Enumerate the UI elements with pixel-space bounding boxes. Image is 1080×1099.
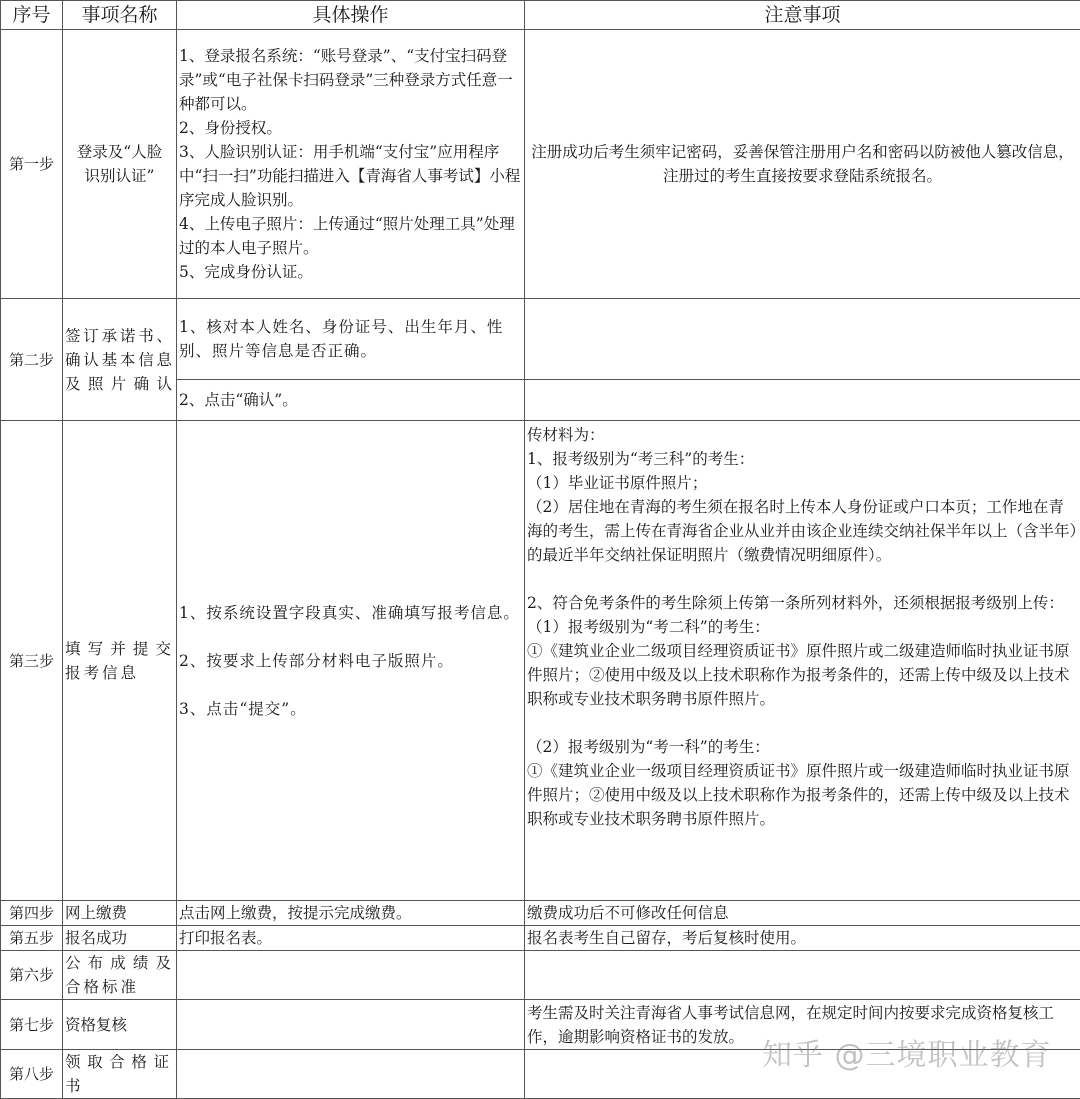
item-name: 登录及“人脸识别认证”	[63, 30, 177, 299]
notes-cell	[525, 951, 1080, 1000]
operation-line: 4、上传电子照片：上传通过“照片处理工具”处理过的本人电子照片。	[179, 212, 522, 260]
operation-line: 点击网上缴费，按提示完成缴费。	[177, 901, 525, 926]
operations-cell	[177, 421, 525, 901]
operation-line: 1、登录报名系统：“账号登录”、“支付宝扫码登录”或“电子社保卡扫码登录”三种登录方式任意一种都可以。	[179, 44, 522, 116]
table-row-step-6	[1, 951, 1080, 1000]
step-label: 第八步	[1, 1050, 63, 1099]
table-row-step-3	[1, 421, 1080, 901]
operation-line: 1、按系统设置字段真实、准确填写报考信息。	[179, 601, 522, 625]
operation-line: 3、人脸识别认证：用手机端“支付宝”应用程序中“扫一扫”功能扫描进入【青海省人事考试】小程序完成人脸识别。	[179, 140, 522, 212]
table-row-step-2	[1, 299, 1080, 380]
note-line: 1、报考级别为“考三科”的考生：	[527, 447, 1078, 471]
note-line: 2、符合免考条件的考生除须上传第一条所列材料外，还须根据报考级别上传：	[527, 591, 1078, 615]
notes-cell	[525, 299, 1080, 380]
header-item-name: 事项名称	[63, 1, 177, 30]
note-line: （2）报考级别为“考一科”的考生：	[527, 735, 1078, 759]
table-row-step-8	[1, 1050, 1080, 1099]
notes-cell: 考生需及时关注青海省人事考试信息网，在规定时间内按要求完成资格复核工作，逾期影响资格证书的发放。	[525, 1000, 1080, 1050]
step-label: 第六步	[1, 951, 63, 1000]
notes-cell: 报名表考生自己留存，考后复核时使用。	[525, 926, 1080, 951]
operation-line: 2、点击“确认”。	[177, 380, 525, 421]
item-name: 网上缴费	[63, 901, 177, 926]
step-label: 第四步	[1, 901, 63, 926]
operation-line: 1、核对本人姓名、身份证号、出生年月、性别、照片等信息是否正确。	[177, 299, 525, 380]
operation-line: 打印报名表。	[177, 926, 525, 951]
table-row-step-7	[1, 1000, 1080, 1050]
table-row-step-5	[1, 926, 1080, 951]
note-line: （1）报考级别为“考二科”的考生：	[527, 615, 1078, 639]
spacer	[527, 567, 1078, 591]
note-line: ①《建筑业企业二级项目经理资质证书》原件照片或二级建造师临时执业证书原件照片；②使用中级及以上技术职称作为报考条件的，还需上传中级及以上技术职称或专业技术职务聘书原件照片。	[527, 639, 1078, 711]
notes-cell	[525, 1050, 1080, 1099]
header-operations: 具体操作	[177, 1, 525, 30]
operation-line	[177, 1000, 525, 1050]
spacer	[179, 625, 522, 649]
table-row-step-1	[1, 30, 1080, 299]
operation-line: 2、身份授权。	[179, 116, 522, 140]
operation-line: 3、点击“提交”。	[179, 697, 522, 721]
operation-line: 5、完成身份认证。	[179, 260, 522, 284]
step-label: 第二步	[1, 299, 63, 421]
item-name: 报名成功	[63, 926, 177, 951]
operation-line	[177, 951, 525, 1000]
note-line: （2）居住地在青海的考生须在报名时上传本人身份证或户口本页；工作地在青海的考生，需上传在青海省企业从业并由该企业连续交纳社保半年以上（含半年）的最近半年交纳社保证明照片（缴费情况明细原件）。	[527, 495, 1078, 567]
header-step-number: 序号	[1, 1, 63, 30]
note-line: ①《建筑业企业一级项目经理资质证书》原件照片或一级建造师临时执业证书原件照片；②使用中级及以上技术职称作为报考条件的，还需上传中级及以上技术职称或专业技术职务聘书原件照片。	[527, 759, 1078, 831]
notes-cell-empty	[525, 380, 1080, 421]
item-name: 领取合格证书	[63, 1050, 177, 1099]
item-name: 填写并提交报考信息	[63, 421, 177, 901]
operations-cell	[177, 30, 525, 299]
spacer	[179, 673, 522, 697]
table-row-step-4	[1, 901, 1080, 926]
notes-cell: 注册成功后考生须牢记密码，妥善保管注册用户名和密码以防被他人篡改信息，注册过的考生直接按要求登陆系统报名。	[525, 30, 1080, 299]
watermark: 知乎 @三境职业教育	[762, 1030, 1052, 1074]
item-name: 签订承诺书、确认基本信息及照片确认	[63, 299, 177, 421]
step-label: 第三步	[1, 421, 63, 901]
operation-line	[177, 1050, 525, 1099]
header-notes: 注意事项	[525, 1, 1080, 30]
header-row	[1, 1, 1080, 30]
spacer	[527, 711, 1078, 735]
item-name: 公布成绩及合格标准	[63, 951, 177, 1000]
item-name: 资格复核	[63, 1000, 177, 1050]
step-label: 第五步	[1, 926, 63, 951]
notes-cell: 缴费成功后不可修改任何信息	[525, 901, 1080, 926]
operation-line: 2、按要求上传部分材料电子版照片。	[179, 649, 522, 673]
step-label: 第七步	[1, 1000, 63, 1050]
step-label: 第一步	[1, 30, 63, 299]
note-line: 传材料为：	[527, 423, 1078, 447]
notes-cell	[525, 421, 1080, 901]
note-line: （1）毕业证书原件照片；	[527, 471, 1078, 495]
